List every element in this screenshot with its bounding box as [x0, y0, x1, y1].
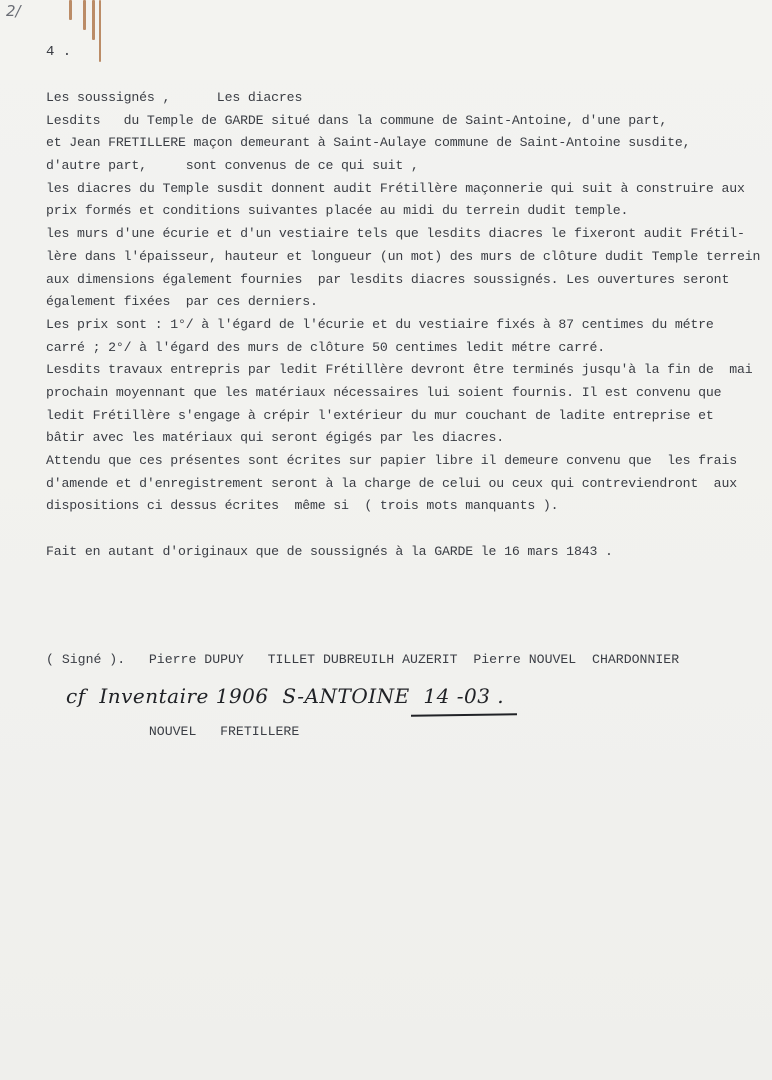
staple-mark	[69, 0, 72, 20]
text-line: ledit Frétillère s'engage à crépir l'extérieur du mur couchant de ladite entreprise et	[46, 407, 714, 423]
text-line: aux dimensions également fournies par lesdits diacres soussignés. Les ouvertures seront	[46, 271, 730, 287]
staple-mark	[83, 0, 86, 30]
staple-mark	[92, 0, 95, 40]
text-line: prochain moyennant que les matériaux nécessaires lui soient fournis. Il est convenu que	[46, 384, 722, 400]
text-line: carré ; 2°/ à l'égard des murs de clôture 50 centimes ledit métre carré.	[46, 339, 605, 355]
text-line: Les soussignés , Les diacres	[46, 90, 303, 105]
text-line: dispositions ci dessus écrites même si ( trois mots manquants ).	[46, 498, 559, 514]
corner-note: 2/	[6, 2, 21, 20]
text-line: Les prix sont : 1°/ à l'égard de l'écurie et du vestiaire fixés à 87 centimes du métre	[46, 316, 714, 332]
handwritten-reference: cf Inventaire 1906 S-ANTOINE 14 -03 .	[66, 684, 505, 708]
text-line: les murs d'une écurie et d'un vestiaire tels que lesdits diacres le fixeront audit Frétil-	[46, 226, 745, 242]
text-line: également fixées par ces derniers.	[46, 294, 318, 310]
text-line: les diacres du Temple susdit donnent audit Frétillère maçonnerie qui suit à construire aux	[46, 180, 745, 196]
signatures-line: ( Signé ). Pierre DUPUY TILLET DUBREUILH AUZERIT Pierre NOUVEL CHARDONNIER	[46, 652, 680, 667]
text-line: et Jean FRETILLERE maçon demeurant à Saint-Aulaye commune de Saint-Antoine susdite,	[46, 135, 691, 151]
text-line: Attendu que ces présentes sont écrites sur papier libre il demeure convenu que les frais	[46, 453, 737, 468]
signatures-line: NOUVEL FRETILLERE	[46, 724, 300, 739]
text-line	[46, 518, 762, 541]
staple-mark	[99, 0, 101, 62]
text-line: d'autre part, sont convenus de ce qui suit ,	[46, 158, 419, 174]
typed-text-body	[46, 87, 762, 563]
text-line: prix formés et conditions suivantes placée au midi du terrein dudit temple.	[46, 203, 629, 219]
text-line-date: Fait en autant d'originaux que de soussignés à la GARDE le 16 mars 1843 .	[46, 543, 613, 559]
text-line: Lesdits travaux entrepris par ledit Frétillère devront être terminés jusqu'à la fin de mai	[46, 362, 753, 378]
text-line: lère dans l'épaisseur, hauteur et longueur (un mot) des murs de clôture dudit Temple terrein	[46, 248, 761, 264]
text-line: d'amende et d'enregistrement seront à la charge de celui ou ceux qui contreviendront aux	[46, 475, 737, 491]
text-line: Lesdits du Temple de GARDE situé dans la commune de Saint-Antoine, d'une part,	[46, 112, 668, 128]
page-number: 4 .	[46, 44, 72, 60]
text-line: bâtir avec les matériaux qui seront égigés par les diacres.	[46, 430, 505, 446]
